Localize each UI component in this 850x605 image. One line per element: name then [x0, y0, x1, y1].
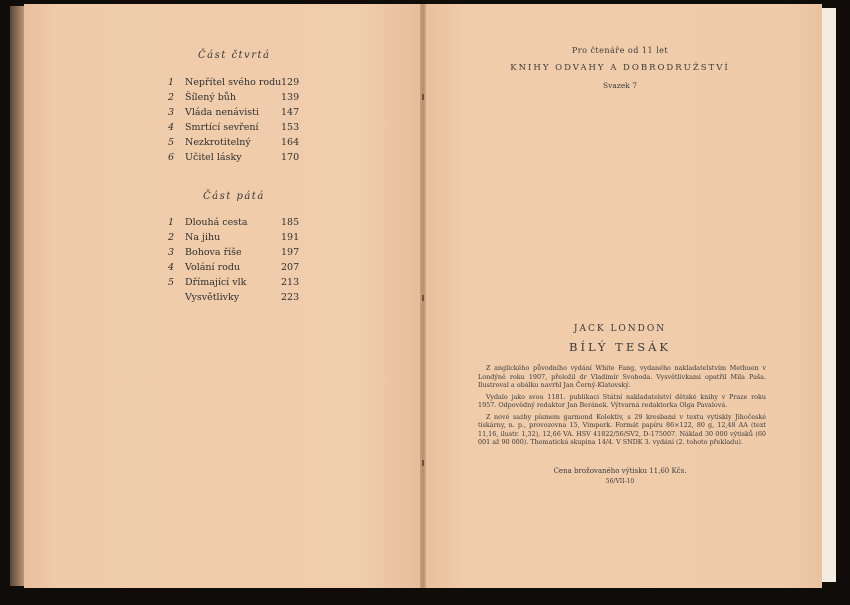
part4-heading: Část čtvrtá: [198, 50, 271, 61]
book-title: BÍLÝ TESÁK: [569, 340, 671, 354]
imprint-paragraph: Z nové sazby písmem garmond Kolektiv, s 29 kresbami v textu vytiskly Jihočeské tiskárny, n. p., provozovna 15, Vimperk. Formát papíru 86×122, 80 g, 12,48 AA (text 11,16, ilustr. 1,32), 12,66 VA. HSV 41822/56/SV2, D-175007. Náklad 30 000 výtisků (60 001 až 90 000). Thematická skupina 14/4. V SNDK 3. vydání (2. tohoto překladu).: [478, 412, 766, 446]
toc-row: 5 Dřímající vlk 213: [168, 277, 300, 288]
binding-hole: [422, 94, 424, 100]
binding-hole: [422, 460, 424, 466]
toc-row: 3 Bohova říše 197: [168, 247, 300, 258]
toc-row: 3 Vláda nenávisti 147: [168, 107, 300, 118]
toc-part4: [168, 75, 308, 165]
toc-row: 2 Na jihu 191: [168, 232, 300, 243]
imprint-paragraph: Vydalo jako svou 1181. publikaci Státní nakladatelství dětské knihy v Praze roku 1957. Odpovědný redaktor Jan Beránek. Výtvarná redaktorka Olga Pavalová.: [478, 392, 766, 409]
toc-row: 5 Nezkrotitelný 164: [168, 137, 300, 148]
volume-number: Svazek 7: [603, 81, 637, 90]
part5-heading: Část pátá: [203, 191, 265, 202]
toc-part5: [168, 215, 308, 305]
right-page: [424, 4, 822, 588]
toc-row: Vysvětlivky 223: [185, 292, 300, 303]
page-block-edge: [822, 8, 836, 582]
audience-note: Pro čtenáře od 11 let: [571, 46, 669, 55]
toc-row: 4 Smrtící sevření 153: [168, 122, 300, 133]
toc-row: 2 Šílený bůh 139: [168, 92, 300, 103]
author-name: JACK LONDON: [573, 324, 667, 334]
imprint-paragraph: Z anglického původního vydání White Fang, vydaného nakladatelstvím Methuen v Londýně roku 1907, přeložil dr Vladimír Svoboda. Vysvětlivkami opatřil Mila Paša. Ilustroval a obálku navrhl Jan Černý-Klatovský.: [478, 364, 766, 389]
toc-row: 4 Volání rodu 207: [168, 262, 300, 273]
imprint-text: [478, 364, 766, 450]
print-code: 56/VII-10: [605, 478, 635, 485]
series-title: KNIHY ODVAHY A DOBRODRUŽSTVÍ: [510, 63, 730, 73]
toc-row: 6 Učitel lásky 170: [168, 152, 300, 163]
toc-row: 1 Dlouhá cesta 185: [168, 217, 300, 228]
toc-row: 1 Nepřítel svého rodu 129: [168, 77, 300, 88]
price: Cena brožovaného výtisku 11,60 Kčs.: [553, 467, 687, 475]
binding-hole: [422, 295, 424, 301]
